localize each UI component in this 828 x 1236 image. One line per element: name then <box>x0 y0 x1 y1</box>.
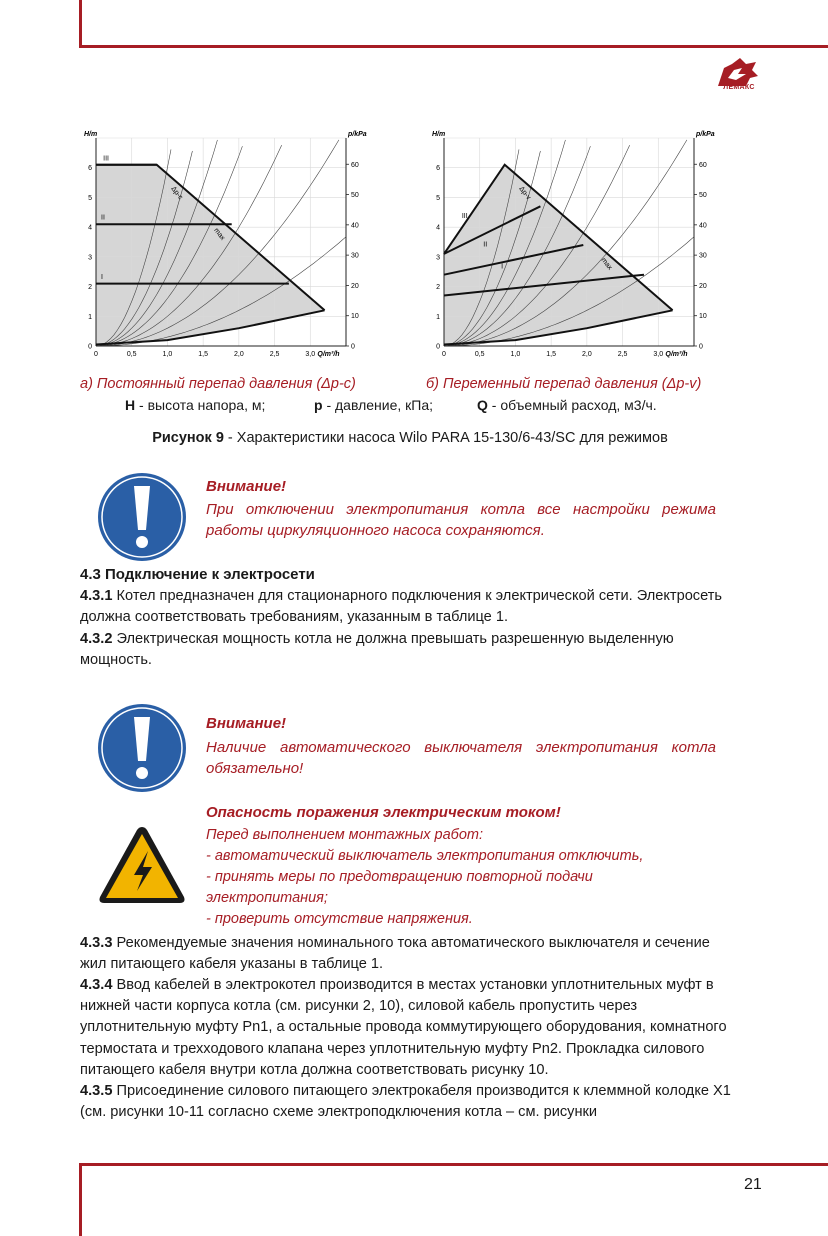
danger-line: - автоматический выключатель электропитания отключить, <box>206 848 644 864</box>
x-tick-label: 1,0 <box>162 351 173 358</box>
y-tick-label: 0 <box>436 343 440 351</box>
y2-tick-label: 30 <box>699 252 707 260</box>
x-axis-label: Q/m³/h <box>317 351 340 358</box>
y-tick-label: 6 <box>436 165 440 173</box>
legend-h: H - высота напора, м; <box>125 397 266 413</box>
danger-line: - проверить отсутствие напряжения. <box>206 911 473 927</box>
y-tick-label: 2 <box>88 284 92 292</box>
curve-label: I <box>101 274 103 282</box>
y2-tick-label: 50 <box>699 192 707 200</box>
curve-label: max <box>599 256 614 272</box>
y-tick-label: 1 <box>436 313 440 321</box>
curve-label: I <box>501 263 504 271</box>
y2-tick-label: 0 <box>699 343 703 351</box>
curve-label: max <box>212 227 226 242</box>
y2-tick-label: 20 <box>351 282 359 290</box>
y-tick-label: 6 <box>88 165 92 173</box>
y2-tick-label: 60 <box>351 161 359 169</box>
y-tick-label: 3 <box>88 254 92 262</box>
high-voltage-icon <box>96 823 188 907</box>
x-tick-label: 2,0 <box>233 351 244 358</box>
y2-tick-label: 50 <box>351 192 359 200</box>
y2-tick-label: 10 <box>351 313 359 321</box>
y2-tick-label: 40 <box>351 222 359 230</box>
caption-a: а) Постоянный перепад давления (Δp-c) <box>80 376 356 392</box>
y-tick-label: 4 <box>436 224 440 232</box>
y-tick-label: 5 <box>88 194 92 202</box>
y2-tick-label: 40 <box>699 222 707 230</box>
notice2-title: Внимание! <box>206 715 287 732</box>
y-tick-label: 1 <box>88 313 92 321</box>
y2-tick-label: 0 <box>351 343 355 351</box>
legend-q: Q - объемный расход, м3/ч. <box>477 397 657 413</box>
chart-variable-pressure <box>430 128 716 364</box>
x-tick-label: 0,5 <box>474 351 485 358</box>
curve-label: III <box>103 155 109 163</box>
page-frame-top <box>79 0 828 48</box>
y-tick-label: 3 <box>436 254 440 262</box>
exclamation-icon <box>97 703 187 793</box>
danger-title: Опасность поражения электрическим током! <box>206 804 561 821</box>
y-axis-label: H/m <box>432 131 446 138</box>
y2-tick-label: 10 <box>699 313 707 321</box>
paragraph-4-3-5: 4.3.5 Присоединение силового питающего электрокабеля производится к клеммной колодке X1 (см. рисунки 10-11 согласно схеме электроподключения котла – см. рисунки <box>80 1083 731 1121</box>
curve-label: III <box>461 213 468 221</box>
y-tick-label: 4 <box>88 224 92 232</box>
y2-tick-label: 60 <box>699 161 707 169</box>
y-tick-label: 2 <box>436 284 440 292</box>
x-tick-label: 2,0 <box>581 351 592 358</box>
x-axis-label: Q/m³/h <box>665 351 688 358</box>
caption-b: б) Переменный перепад давления (Δp-v) <box>426 376 702 392</box>
x-tick-label: 1,5 <box>198 351 209 358</box>
page-number: 21 <box>744 1176 762 1193</box>
x-tick-label: 0 <box>94 351 98 358</box>
x-tick-label: 3,0 <box>653 351 664 358</box>
x-tick-label: 2,5 <box>269 351 280 358</box>
paragraph-4-3-4: 4.3.4 Ввод кабелей в электрокотел производится в местах установки уплотнительных муфт в нижней части корпуса котла (см. рисунки 2, 10), силовой кабель пропустить через уплотнительную муфту Pn1, а остальные провода коммутирующего оборудования, комнатного термостата и трехходового клапана через уплотнительную муфту Pn2. Прокладка силового питающего кабеля внутри котла должна соответствовать рисунку 10. <box>80 977 727 1078</box>
legend-p: p - давление, кПа; <box>314 397 434 413</box>
danger-line: - принять меры по предотвращению повторной подачи электропитания; <box>206 869 593 906</box>
notice1-text: При отключении электропитания котла все настройки режима работы циркуляционного насоса сохраняются. <box>206 501 716 539</box>
x-tick-label: 0 <box>442 351 446 358</box>
x-tick-label: 2,5 <box>617 351 628 358</box>
paragraph-4-3-1: 4.3.1 Котел предназначен для стационарного подключения к электрической сети. Электросеть должна соответствовать требованиям, указанным в таблице 1. <box>80 588 723 626</box>
section-title: 4.3 Подключение к электросети <box>80 566 315 583</box>
figure-title: Рисунок 9 - Характеристики насоса Wilo PARA 15-130/6-43/SC для режимов <box>152 430 668 446</box>
y2-tick-label: 20 <box>699 282 707 290</box>
y2-axis-label: p/kPa <box>348 131 367 138</box>
notice2-text: Наличие автоматического выключателя электропитания котла обязательно! <box>206 739 716 777</box>
x-tick-label: 1,0 <box>510 351 521 358</box>
danger-list <box>206 825 716 930</box>
notice1-title: Внимание! <box>206 478 287 495</box>
y-tick-label: 5 <box>436 194 440 202</box>
curve-label: II <box>101 214 105 222</box>
logo-text: ЛЕМАКС <box>723 84 755 91</box>
page-frame-bottom <box>79 1163 828 1236</box>
curve-label: Δp-v <box>517 185 532 202</box>
x-tick-label: 1,5 <box>546 351 557 358</box>
chart-constant-pressure <box>82 128 368 364</box>
exclamation-icon <box>97 472 187 562</box>
paragraph-4-3-3: 4.3.3 Рекомендуемые значения номинального тока автоматического выключателя и сечение жил питающего кабеля указаны в таблице 1. <box>80 935 710 973</box>
paragraph-4-3-2: 4.3.2 Электрическая мощность котла не должна превышать разрешенную выделенную мощность. <box>80 631 674 669</box>
danger-line: Перед выполнением монтажных работ: <box>206 827 484 843</box>
y2-axis-label: p/kPa <box>696 131 715 138</box>
x-tick-label: 3,0 <box>305 351 316 358</box>
curve-label: Δp-c <box>169 185 184 202</box>
curve-label: II <box>483 241 488 249</box>
y2-tick-label: 30 <box>351 252 359 260</box>
x-tick-label: 0,5 <box>126 351 137 358</box>
y-tick-label: 0 <box>88 343 92 351</box>
y-axis-label: H/m <box>84 131 98 138</box>
